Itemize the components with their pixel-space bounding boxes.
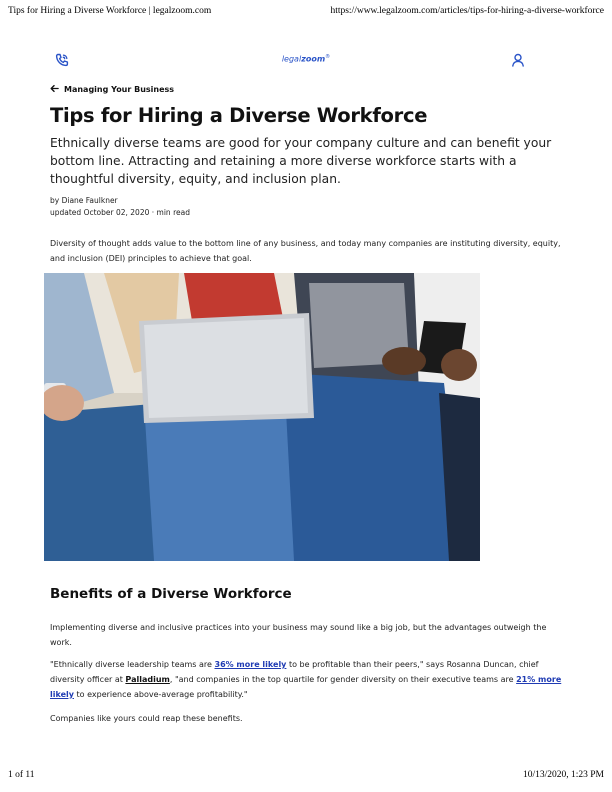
author: by Diane Faulkner [50, 196, 118, 205]
back-link-label: Managing Your Business [64, 85, 175, 94]
paragraph-3: Companies like yours could reap these benefits. [50, 714, 243, 723]
hero-image [44, 273, 480, 561]
read-time: min read [156, 207, 190, 217]
page-count: 1 of 11 [8, 770, 35, 780]
paragraph-2-text: to experience above-average profitability." [73, 690, 248, 699]
print-page-title: Tips for Hiring a Diverse Workforce | legalzoom.com [8, 6, 212, 16]
paragraph-2 [50, 657, 570, 702]
arrow-left-icon [50, 84, 59, 95]
print-page-url: https://www.legalzoom.com/articles/tips-for-hiring-a-diverse-workforce [330, 6, 604, 16]
article-title: Tips for Hiring a Diverse Workforce [50, 104, 428, 127]
paragraph-2-text: , "and companies in the top quartile for gender diversity on their executive teams are [169, 675, 517, 684]
paragraph-2-text: "Ethnically diverse leadership teams are [50, 660, 215, 669]
logo-italic: legal [281, 54, 302, 64]
back-link[interactable] [50, 84, 174, 95]
section-heading: Benefits of a Diverse Workforce [50, 586, 292, 602]
updated-date: updated October 02, 2020 [50, 207, 150, 217]
article-subtitle: Ethnically diverse teams are good for your company culture and can benefit your bottom line. Attracting and retaining a more diverse workforce starts with a thoughtful diversity, equity, and inclusion plan. [50, 136, 552, 186]
stat-link-21[interactable]: 21% more likely [50, 675, 562, 699]
print-timestamp: 10/13/2020, 1:23 PM [522, 770, 604, 780]
logo-mark: ® [325, 54, 331, 60]
byline [50, 195, 190, 218]
intro-paragraph: Diversity of thought adds value to the bottom line of any business, and today many companies are instituting diversity, equity, and inclusion (DEI) principles to achieve that goal. [50, 239, 561, 263]
stat-link-36[interactable]: 36% more likely [214, 660, 287, 669]
site-header [0, 50, 612, 72]
paragraph-2-text: to be profitable than their peers," says Rosanna Duncan, chief diversity officer at [50, 660, 539, 684]
logo-bold: zoom [301, 54, 326, 64]
user-icon[interactable] [510, 52, 526, 68]
byline-separator: · [151, 207, 155, 217]
paragraph-1: Implementing diverse and inclusive practices into your business may sound like a big job, but the advantages outweigh the work. [50, 623, 547, 647]
palladium-link[interactable]: Palladium [125, 675, 170, 684]
